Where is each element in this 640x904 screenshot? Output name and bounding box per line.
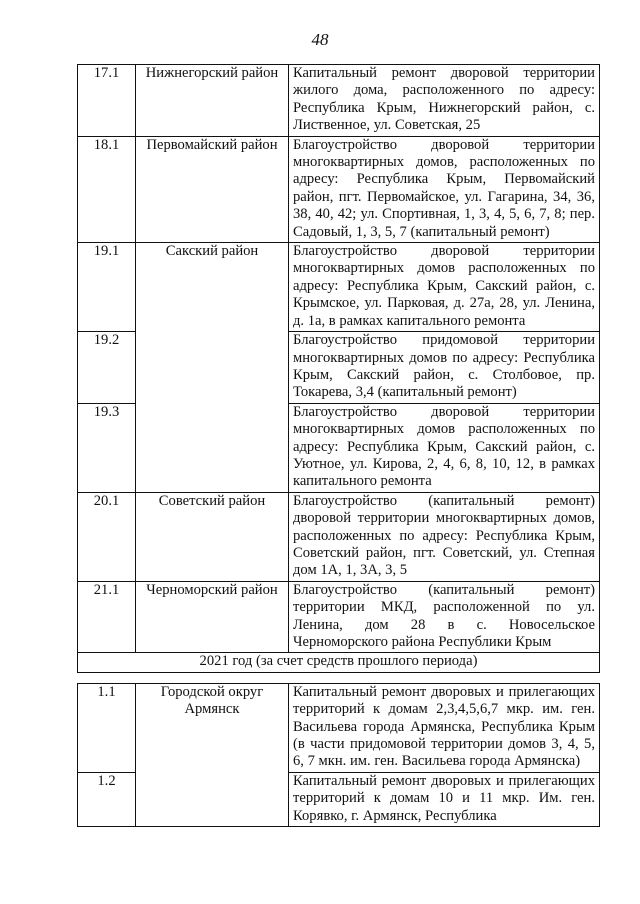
- description-cell: Капитальный ремонт дворовых и прилегающих территорий к домам 10 и 11 мкр. Им. ген. Корявко, г. Армянск, Республика: [289, 772, 600, 826]
- description-cell: Благоустройство дворовой территории многоквартирных домов, расположенных по адресу: Республика Крым, Первомайский район, пгт. Первомайское, ул. Гагарина, 34, 36, 38, 40, 42; ул. Спортивная, 1, 3, 4, 5, 6, 7, 8; пер. Садовый, 1, 3, 5, 7 (капитальный ремонт): [289, 136, 600, 242]
- table-row: [78, 683, 600, 772]
- district-cell: [136, 772, 289, 826]
- row-number: 18.1: [78, 136, 136, 242]
- page-number: 48: [311, 30, 329, 49]
- section-row: [78, 653, 600, 672]
- section-title: 2021 год (за счет средств прошлого периода): [78, 653, 600, 672]
- row-number: 21.1: [78, 581, 136, 653]
- table-row: [78, 492, 600, 581]
- district-cell: Советский район: [136, 492, 289, 581]
- row-number: 20.1: [78, 492, 136, 581]
- description-cell: Благоустройство придомовой территории многоквартирных домов по адресу: Республика Крым, Сакский район, с. Столбовое, пр. Токарева, 3,4 (капитальный ремонт): [289, 332, 600, 404]
- description-cell: Капитальный ремонт дворовой территории жилого дома, расположенного по адресу: Республика Крым, Нижнегорский район, с. Лиственное, ул. Советская, 25: [289, 65, 600, 137]
- table-row: [78, 65, 600, 137]
- description-cell: Благоустройство (капитальный ремонт) дворовой территории многоквартирных домов, расположенных по адресу: Республика Крым, Советский район, пгт. Советский, ул. Степная дом 1А, 1, 3А, 3, 5: [289, 492, 600, 581]
- district-cell: Сакский район: [136, 243, 289, 332]
- district-cell: [136, 403, 289, 492]
- table-row: [78, 243, 600, 332]
- district-cell: Черноморский район: [136, 581, 289, 653]
- district-cell: Городской округ Армянск: [136, 683, 289, 772]
- district-cell: Нижнегорский район: [136, 65, 289, 137]
- spacer-cell: [78, 672, 600, 683]
- table-row: [78, 772, 600, 826]
- row-number: 1.2: [78, 772, 136, 826]
- district-cell: Первомайский район: [136, 136, 289, 242]
- table-row: [78, 136, 600, 242]
- row-number: 17.1: [78, 65, 136, 137]
- table-row: [78, 581, 600, 653]
- row-number: 19.1: [78, 243, 136, 332]
- row-number: 19.2: [78, 332, 136, 404]
- description-cell: Благоустройство дворовой территории многоквартирных домов расположенных по адресу: Республика Крым, Сакский район, с. Уютное, ул. Кирова, 2, 4, 6, 8, 10, 12, в рамках капитального ремонта: [289, 403, 600, 492]
- description-cell: Благоустройство (капитальный ремонт) территории МКД, расположенной по ул. Ленина, дом 28 в с. Новосельское Черноморского района Республики Крым: [289, 581, 600, 653]
- spacer-row: [78, 672, 600, 683]
- row-number: 19.3: [78, 403, 136, 492]
- improvement-table: [77, 64, 600, 827]
- table-row: [78, 403, 600, 492]
- district-cell: [136, 332, 289, 404]
- table-row: [78, 332, 600, 404]
- description-cell: Капитальный ремонт дворовых и прилегающих территорий к домам 2,3,4,5,6,7 мкр. им. ген. Васильева города Армянска, Республика Крым (в части придомовой территории домов 3, 4, 5, 6, 7 мкн. им. ген. Васильева города Армянска): [289, 683, 600, 772]
- row-number: 1.1: [78, 683, 136, 772]
- description-cell: Благоустройство дворовой территории многоквартирных домов расположенных по адресу: Республика Крым, Сакский район, с. Крымское, ул. Парковая, д. 27а, 28, ул. Ленина, д. 1а, в рамках капитального ремонта: [289, 243, 600, 332]
